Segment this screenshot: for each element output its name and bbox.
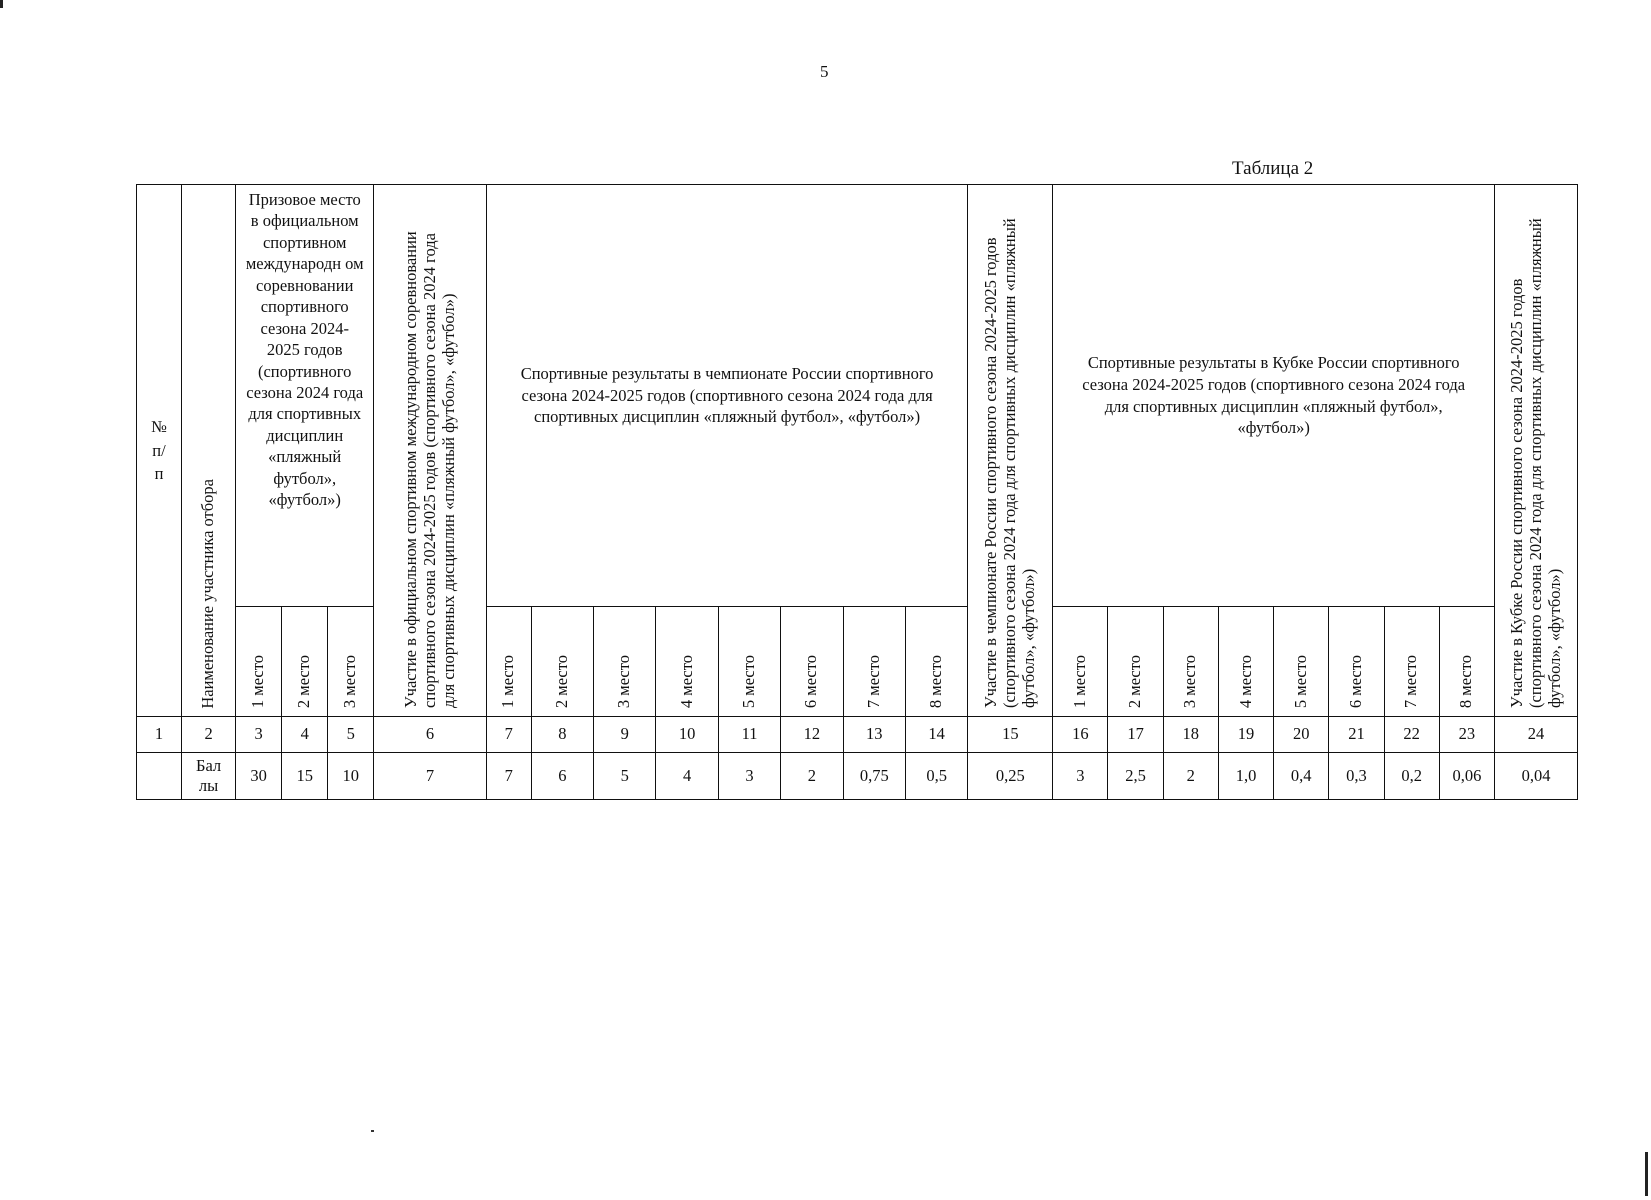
column-number: 8 [531, 717, 593, 753]
points-row [137, 753, 1578, 800]
points-value: 2 [1163, 753, 1218, 800]
scan-edge-mark [1645, 1152, 1648, 1196]
column-number: 18 [1163, 717, 1218, 753]
header-cup-results: Спортивные результаты в Кубке России спортивного сезона 2024-2025 годов (спортивного сезона 2024 года для спортивных дисциплин «пляжный футбол», «футбол») [1053, 185, 1495, 607]
points-value: 3 [718, 753, 780, 800]
prize-place-2-header: 2 место [282, 607, 328, 717]
column-number: 11 [718, 717, 780, 753]
prize-place-3-header: 3 место [328, 607, 374, 717]
header-number: № п/п [137, 185, 182, 717]
column-number: 2 [181, 717, 235, 753]
header-intl-participation: Участие в официальном спортивном международном соревновании спортивного сезона 2024-2025 годов (спортивного сезона 2024 года для спортивных дисциплин «пляжный футбол», «футбол») [374, 185, 486, 717]
championship-place-8-header: 8 место [905, 607, 967, 717]
points-value: 0,4 [1274, 753, 1329, 800]
scoring-table [136, 184, 1578, 800]
column-number: 9 [594, 717, 656, 753]
scan-edge-mark [0, 0, 3, 8]
column-number: 21 [1329, 717, 1384, 753]
cup-place-1-header: 1 место [1053, 607, 1108, 717]
points-value: 2,5 [1108, 753, 1163, 800]
points-value: 2 [781, 753, 843, 800]
points-row-number [137, 753, 182, 800]
championship-place-2-header: 2 место [531, 607, 593, 717]
points-value: 4 [656, 753, 718, 800]
column-number: 17 [1108, 717, 1163, 753]
points-value: 6 [531, 753, 593, 800]
column-number: 6 [374, 717, 486, 753]
column-number: 20 [1274, 717, 1329, 753]
championship-place-1-header: 1 место [486, 607, 531, 717]
scan-dot-mark [371, 1130, 374, 1132]
championship-place-6-header: 6 место [781, 607, 843, 717]
points-value: 0,75 [843, 753, 905, 800]
cup-place-5-header: 5 место [1274, 607, 1329, 717]
points-value: 0,04 [1495, 753, 1578, 800]
cup-place-8-header: 8 место [1439, 607, 1494, 717]
points-value: 1,0 [1218, 753, 1273, 800]
header-cup-participation: Участие в Кубке России спортивного сезона 2024-2025 годов (спортивного сезона 2024 года для спортивных дисциплин «пляжный футбол», «футбол») [1495, 185, 1578, 717]
column-number: 19 [1218, 717, 1273, 753]
cup-place-4-header: 4 место [1218, 607, 1273, 717]
cup-place-6-header: 6 место [1329, 607, 1384, 717]
column-number: 4 [282, 717, 328, 753]
column-number: 10 [656, 717, 718, 753]
column-number: 7 [486, 717, 531, 753]
page-number: 5 [820, 62, 829, 81]
column-number: 22 [1384, 717, 1439, 753]
column-number: 15 [968, 717, 1053, 753]
points-value: 15 [282, 753, 328, 800]
table-label: Таблица 2 [1232, 158, 1314, 179]
column-number: 5 [328, 717, 374, 753]
points-label: Бал лы [181, 753, 235, 800]
points-value: 0,5 [905, 753, 967, 800]
points-value: 7 [374, 753, 486, 800]
points-value: 30 [236, 753, 282, 800]
column-number: 14 [905, 717, 967, 753]
points-value: 0,25 [968, 753, 1053, 800]
championship-place-3-header: 3 место [594, 607, 656, 717]
points-value: 7 [486, 753, 531, 800]
column-number: 13 [843, 717, 905, 753]
championship-place-4-header: 4 место [656, 607, 718, 717]
column-number: 16 [1053, 717, 1108, 753]
points-value: 0,06 [1439, 753, 1494, 800]
header-prize-place: Призовое место в официальном спортивном международн ом соревновании спортивного сезона 2024-2025 годов (спортивного сезона 2024 года для спортивных дисциплин «пляжный футбол», «футбол») [236, 185, 374, 607]
points-value: 5 [594, 753, 656, 800]
cup-place-2-header: 2 место [1108, 607, 1163, 717]
points-value: 0,3 [1329, 753, 1384, 800]
points-value: 3 [1053, 753, 1108, 800]
column-number: 12 [781, 717, 843, 753]
header-championship-results: Спортивные результаты в чемпионате России спортивного сезона 2024-2025 годов (спортивного сезона 2024 года для спортивных дисциплин «пляжный футбол», «футбол») [486, 185, 968, 607]
column-number: 24 [1495, 717, 1578, 753]
header-championship-participation: Участие в чемпионате России спортивного сезона 2024-2025 годов (спортивного сезона 2024 года для спортивных дисциплин «пляжный футбол», «футбол») [968, 185, 1053, 717]
column-number-row [137, 717, 1578, 753]
championship-place-5-header: 5 место [718, 607, 780, 717]
header-participant-name: Наименование участника отбора [181, 185, 235, 717]
points-value: 10 [328, 753, 374, 800]
points-value: 0,2 [1384, 753, 1439, 800]
column-number: 3 [236, 717, 282, 753]
cup-place-7-header: 7 место [1384, 607, 1439, 717]
column-number: 23 [1439, 717, 1494, 753]
prize-place-1-header: 1 место [236, 607, 282, 717]
column-number: 1 [137, 717, 182, 753]
championship-place-7-header: 7 место [843, 607, 905, 717]
cup-place-3-header: 3 место [1163, 607, 1218, 717]
